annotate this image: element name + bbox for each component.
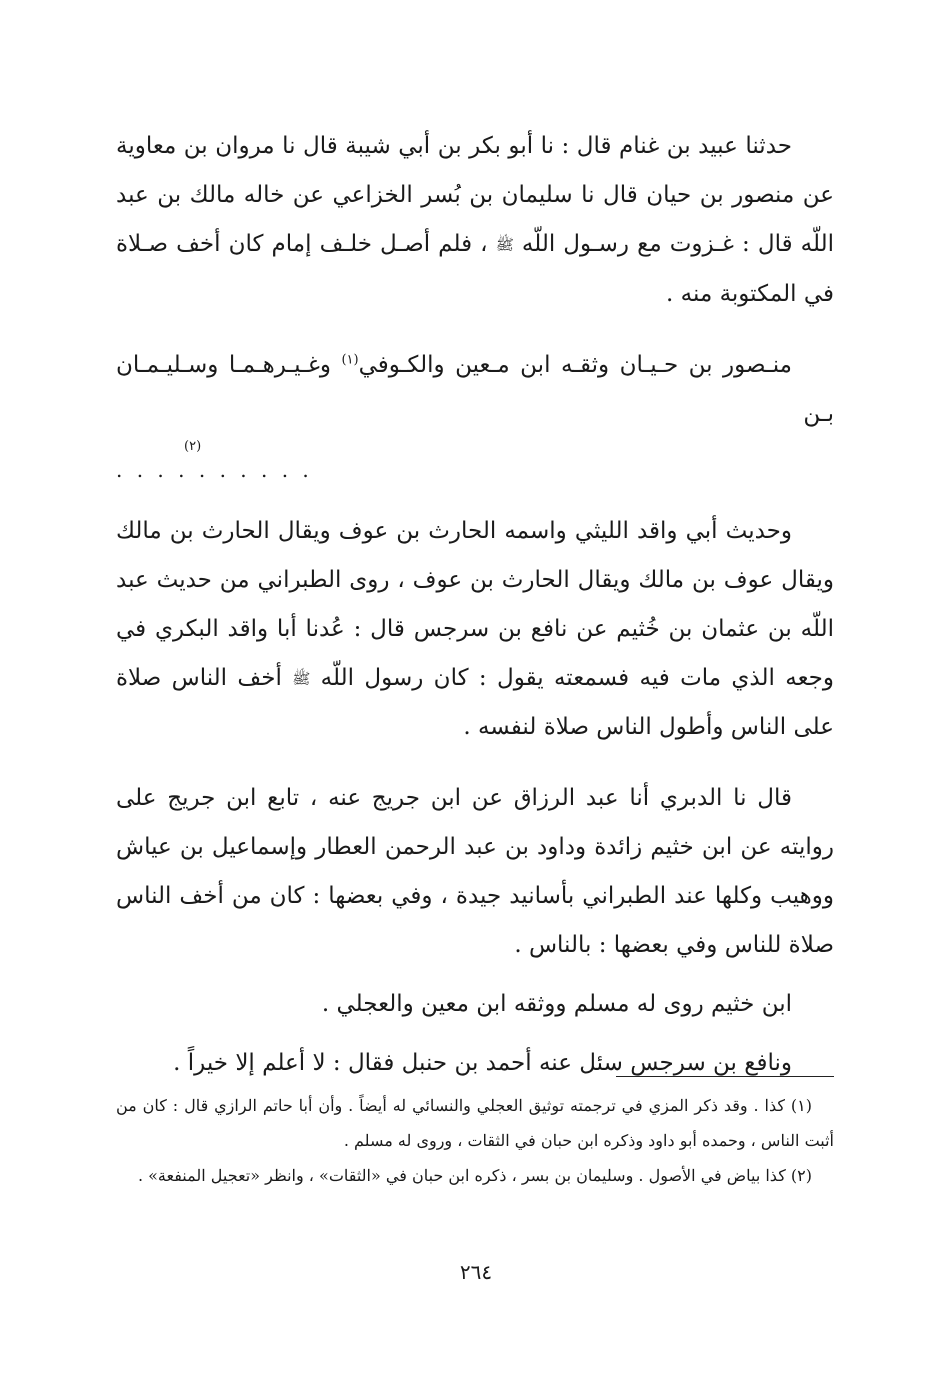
paragraph-2-end: وغـيـرهـمـا وسـليـمـان بـن [116,351,834,427]
footnote-ref-2: (٢) [184,438,202,454]
footnotes-block [116,1088,834,1193]
paragraph-2 [116,341,834,439]
paragraph-6: ونافع بن سرجس سئل عنه أحمد بن حنبل فقال : لا أعلم إلا خيراً . [173,1050,792,1076]
lacuna-dots: . . . . . . . . . . [116,457,313,482]
paragraph-3-end: أخف الناس صلاة على الناس وأطول الناس صلاة لنفسه . [116,664,834,740]
footnote-separator [616,1076,834,1077]
paragraph-5: ابن خثيم روى له مسلم ووثقه ابن معين والعجلي . [321,991,792,1017]
paragraph-1 [116,122,834,319]
paragraph-3-text: وحديث أبي واقد الليثي واسمه الحارث بن عوف ويقال الحارث بن مالك ويقال عوف بن مالك ويقال الحارث بن عوف ، روى الطبراني من حديث عبد اللّه بن عثمان بن خُثيم عن نافع بن سرجس قال : عُدنا أبا واقد البكري في وجعه الذي مات فيه فسمعته يقول : كان رسول اللّه [116,517,834,691]
paragraph-2-start: منـصور بن حـيـان وثقـه ابن مـعين والكـوفي [358,351,792,378]
paragraph-3 [116,507,834,753]
salawat-symbol-2: ﷺ [292,669,311,687]
footnote-2: (٢) كذا بياض في الأصول . وسليمان بن بسر ، ذكره ابن حبان في «الثقات» ، وانظر «تعجيل المنفعة» . [137,1166,812,1185]
salawat-symbol: ﷺ [495,235,514,254]
page-number: ٢٦٤ [459,1260,493,1284]
paragraph-1-text: حدثنا عبيد بن غنام قال : نا أبو بكر بن أبي شيبة قال نا مروان بن معاوية عن منصور بن حيان قال نا سليمان بن بُسر الخزاعي عن خاله مالك بن عبد اللّه قال : غـزوت مع رسـول اللّه [116,133,834,257]
paragraph-1-end: ، فلم أصـل خلـف إمام كان أخف صـلاة في المكتوبة منه . [116,231,834,307]
main-text-block [116,122,834,1088]
paragraph-4: قال نا الدبري أنا عبد الرزاق عن ابن جريج عنه ، تابع ابن جريج على روايته عن ابن خثيم زائدة وداود بن عبد الرحمن العطار وإسماعيل بن عياش ووهيب وكلها عند الطبراني بأسانيد جيدة ، وفي بعضها : كان من أخف الناس صلاة للناس وفي بعضها : بالناس . [116,785,834,958]
footnote-ref-1: (١) [341,351,359,367]
footnote-1: (١) كذا . وقد ذكر المزي في ترجمته توثيق العجلي والنسائي له أيضاً . وأن أبا حاتم الرازي قال : كان من أثبت الناس ، وحمده أبو داود وذكره ابن حبان في الثقات ، وروى له مسلم . [116,1096,834,1150]
